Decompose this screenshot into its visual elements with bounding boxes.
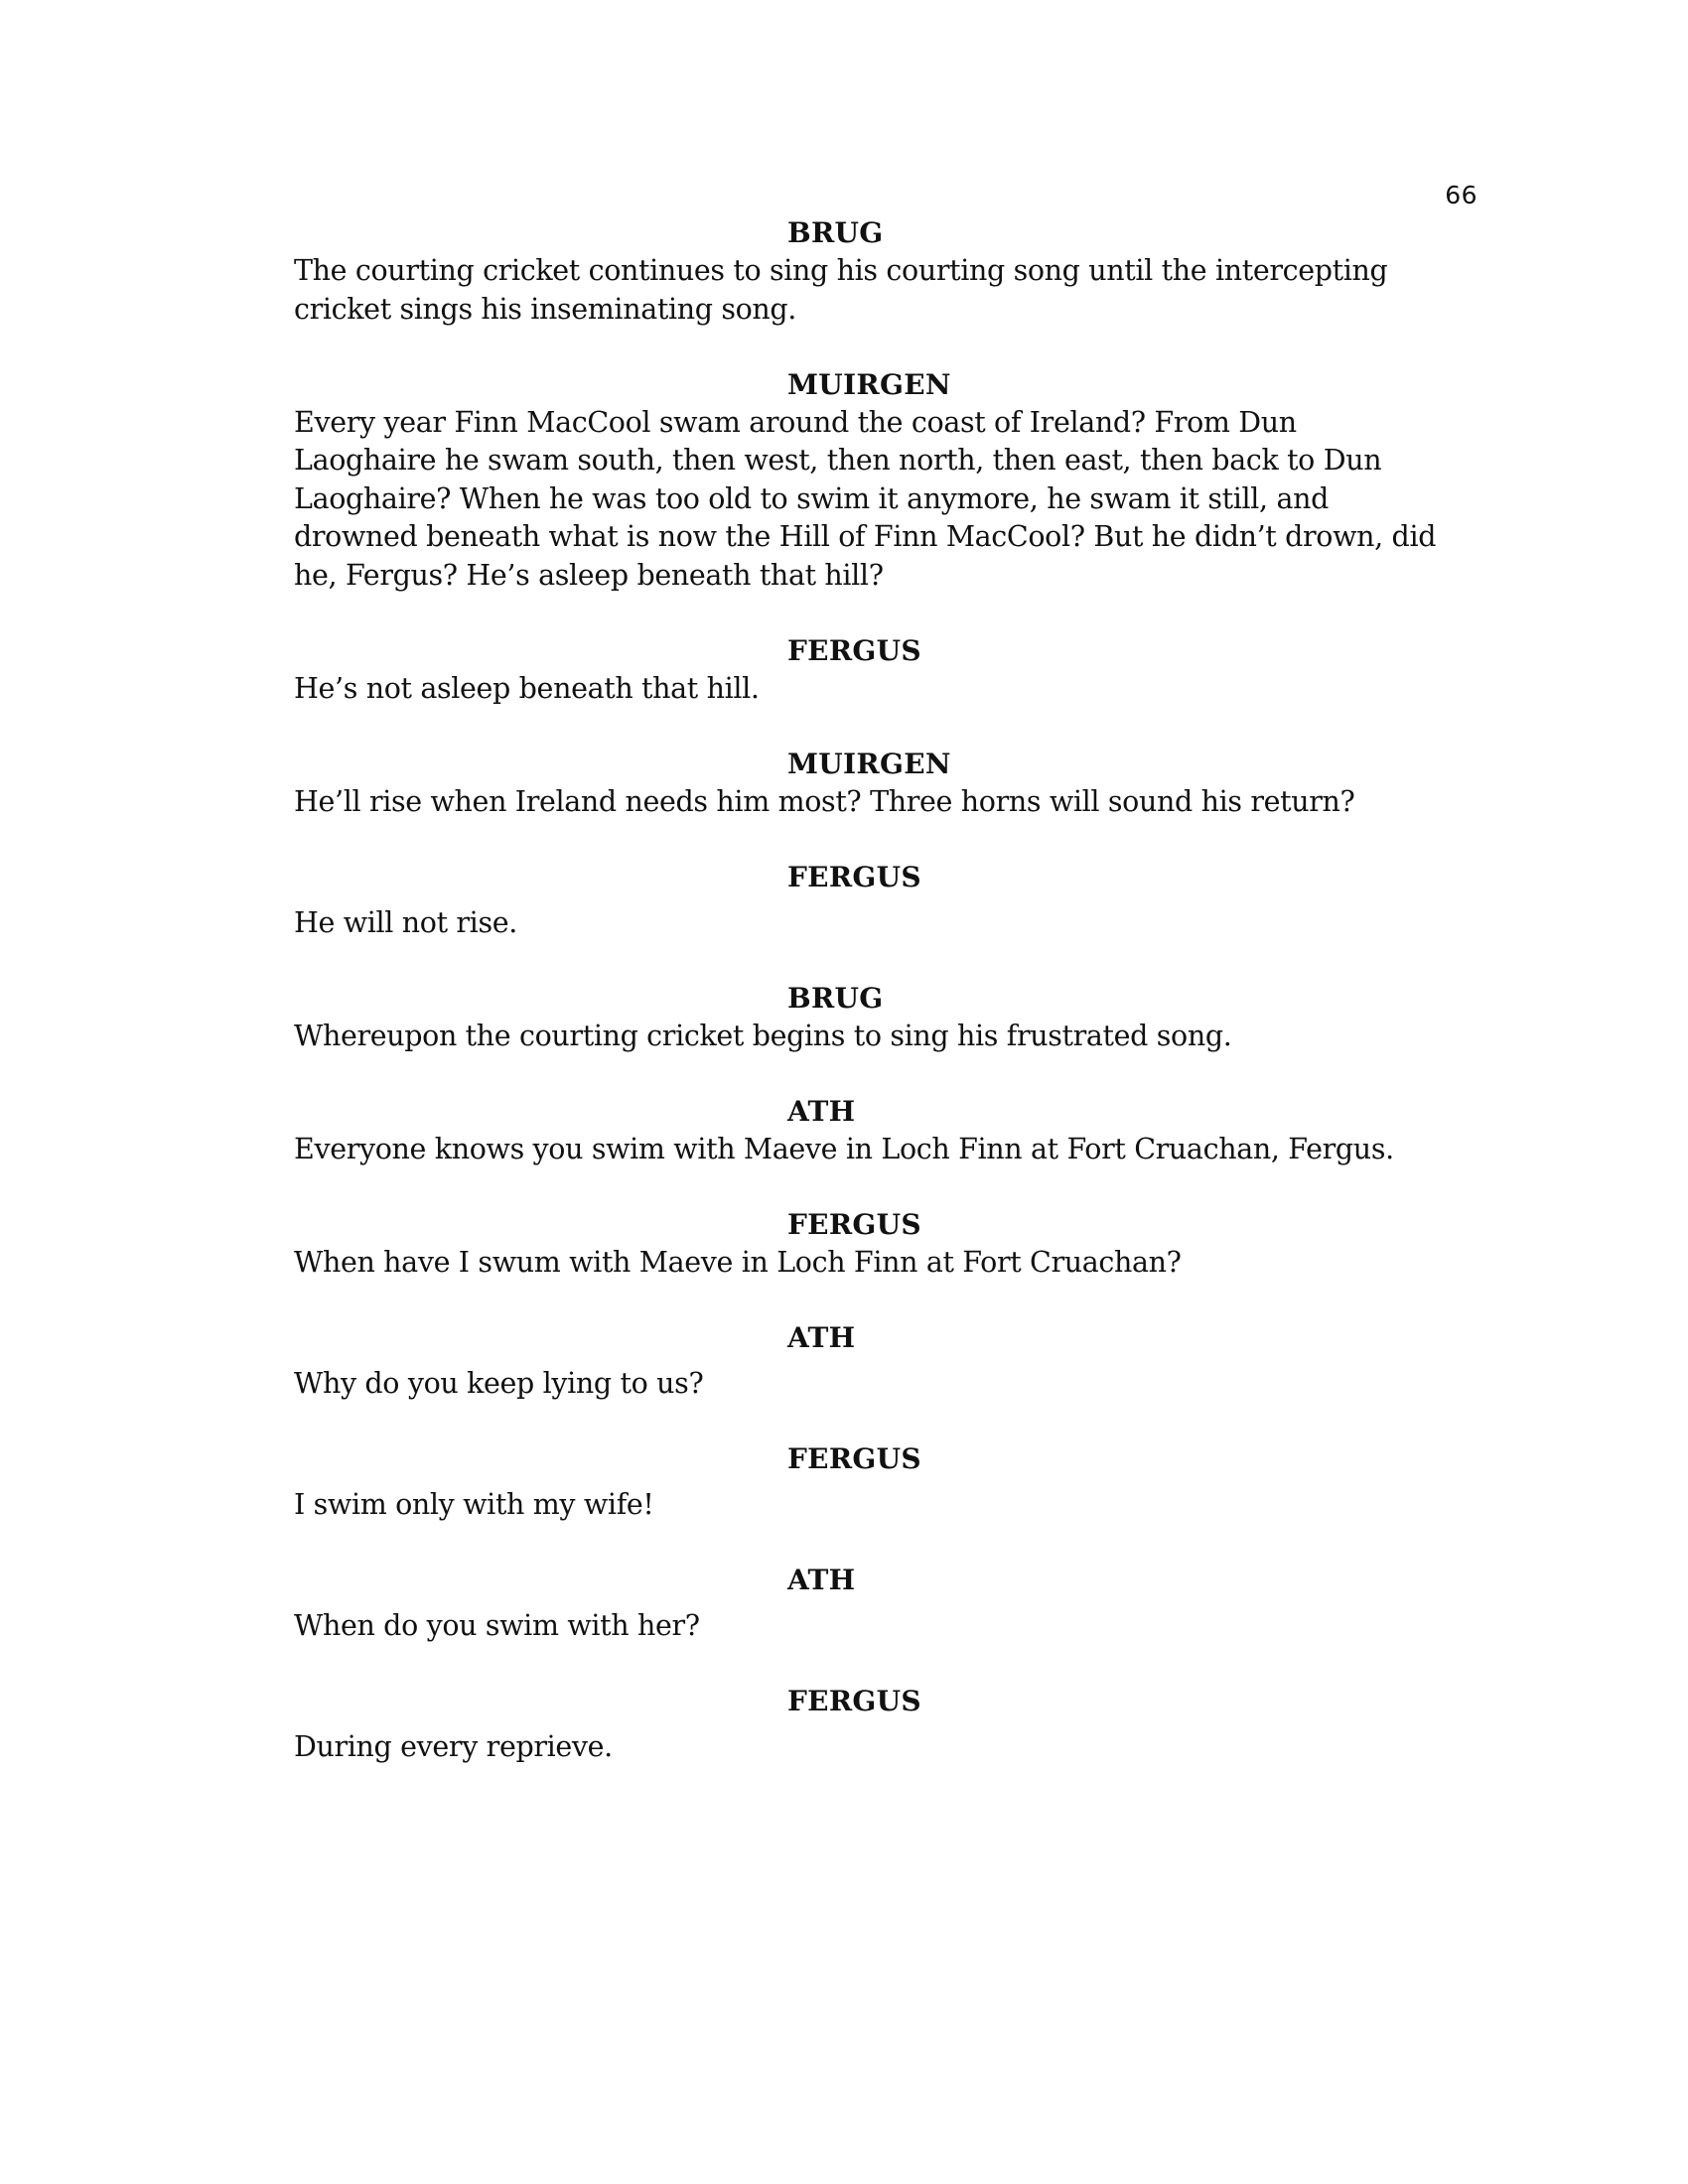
character-name: MUIRGEN [787, 367, 951, 401]
dialogue-block [294, 1093, 1485, 1169]
dialogue-block [294, 1206, 1485, 1283]
dialogue-line: During every reprieve. [294, 1729, 613, 1763]
dialogue-line: I swim only with my wife! [294, 1487, 654, 1521]
character-name: BRUG [787, 216, 884, 249]
character-name: FERGUS [787, 860, 921, 893]
character-name: FERGUS [787, 1207, 921, 1241]
character-name: ATH [787, 1094, 856, 1128]
dialogue-block [294, 1683, 1485, 1767]
dialogue-block [294, 1319, 1485, 1404]
dialogue-block [294, 1562, 1485, 1646]
dialogue-line: he, Fergus? He’s asleep beneath that hill? [294, 558, 884, 592]
character-name: FERGUS [787, 633, 921, 667]
dialogue-line: Laoghaire? When he was too old to swim it anymore, he swam it still, and [294, 481, 1329, 515]
dialogue-line: When have I swum with Maeve in Loch Finn at Fort Cruachan? [294, 1245, 1182, 1279]
character-name: ATH [787, 1320, 856, 1354]
dialogue-block [294, 859, 1485, 943]
dialogue-block [294, 214, 1485, 329]
character-name: FERGUS [787, 1441, 921, 1475]
dialogue-block [294, 632, 1485, 709]
page-number: 66 [1445, 181, 1477, 209]
dialogue-line: Laoghaire he swam south, then west, then north, then east, then back to Dun [294, 444, 1382, 477]
dialogue-block [294, 746, 1485, 822]
dialogue-line: He’ll rise when Ireland needs him most? Three horns will sound his return? [294, 784, 1355, 818]
script-body [294, 214, 1485, 1804]
character-name: ATH [787, 1563, 856, 1596]
character-name: MUIRGEN [787, 747, 951, 780]
dialogue-line: He will not rise. [294, 905, 517, 939]
dialogue-line: Whereupon the courting cricket begins to sing his frustrated song. [294, 1019, 1232, 1052]
dialogue-block [294, 980, 1485, 1056]
dialogue-line: Why do you keep lying to us? [294, 1366, 704, 1400]
dialogue-line: Everyone knows you swim with Maeve in Loch Finn at Fort Cruachan, Fergus. [294, 1132, 1394, 1165]
dialogue-block [294, 366, 1485, 596]
dialogue-line: Every year Finn MacCool swam around the coast of Ireland? From Dun [294, 405, 1297, 439]
dialogue-line: The courting cricket continues to sing his courting song until the intercepting [294, 254, 1388, 287]
character-name: FERGUS [787, 1684, 921, 1717]
dialogue-line: drowned beneath what is now the Hill of Finn MacCool? But he didn’t drown, did [294, 520, 1437, 553]
dialogue-line: cricket sings his inseminating song. [294, 292, 797, 326]
dialogue-block [294, 1440, 1485, 1525]
character-name: BRUG [787, 981, 884, 1015]
dialogue-line: He’s not asleep beneath that hill. [294, 671, 760, 705]
dialogue-line: When do you swim with her? [294, 1608, 700, 1642]
